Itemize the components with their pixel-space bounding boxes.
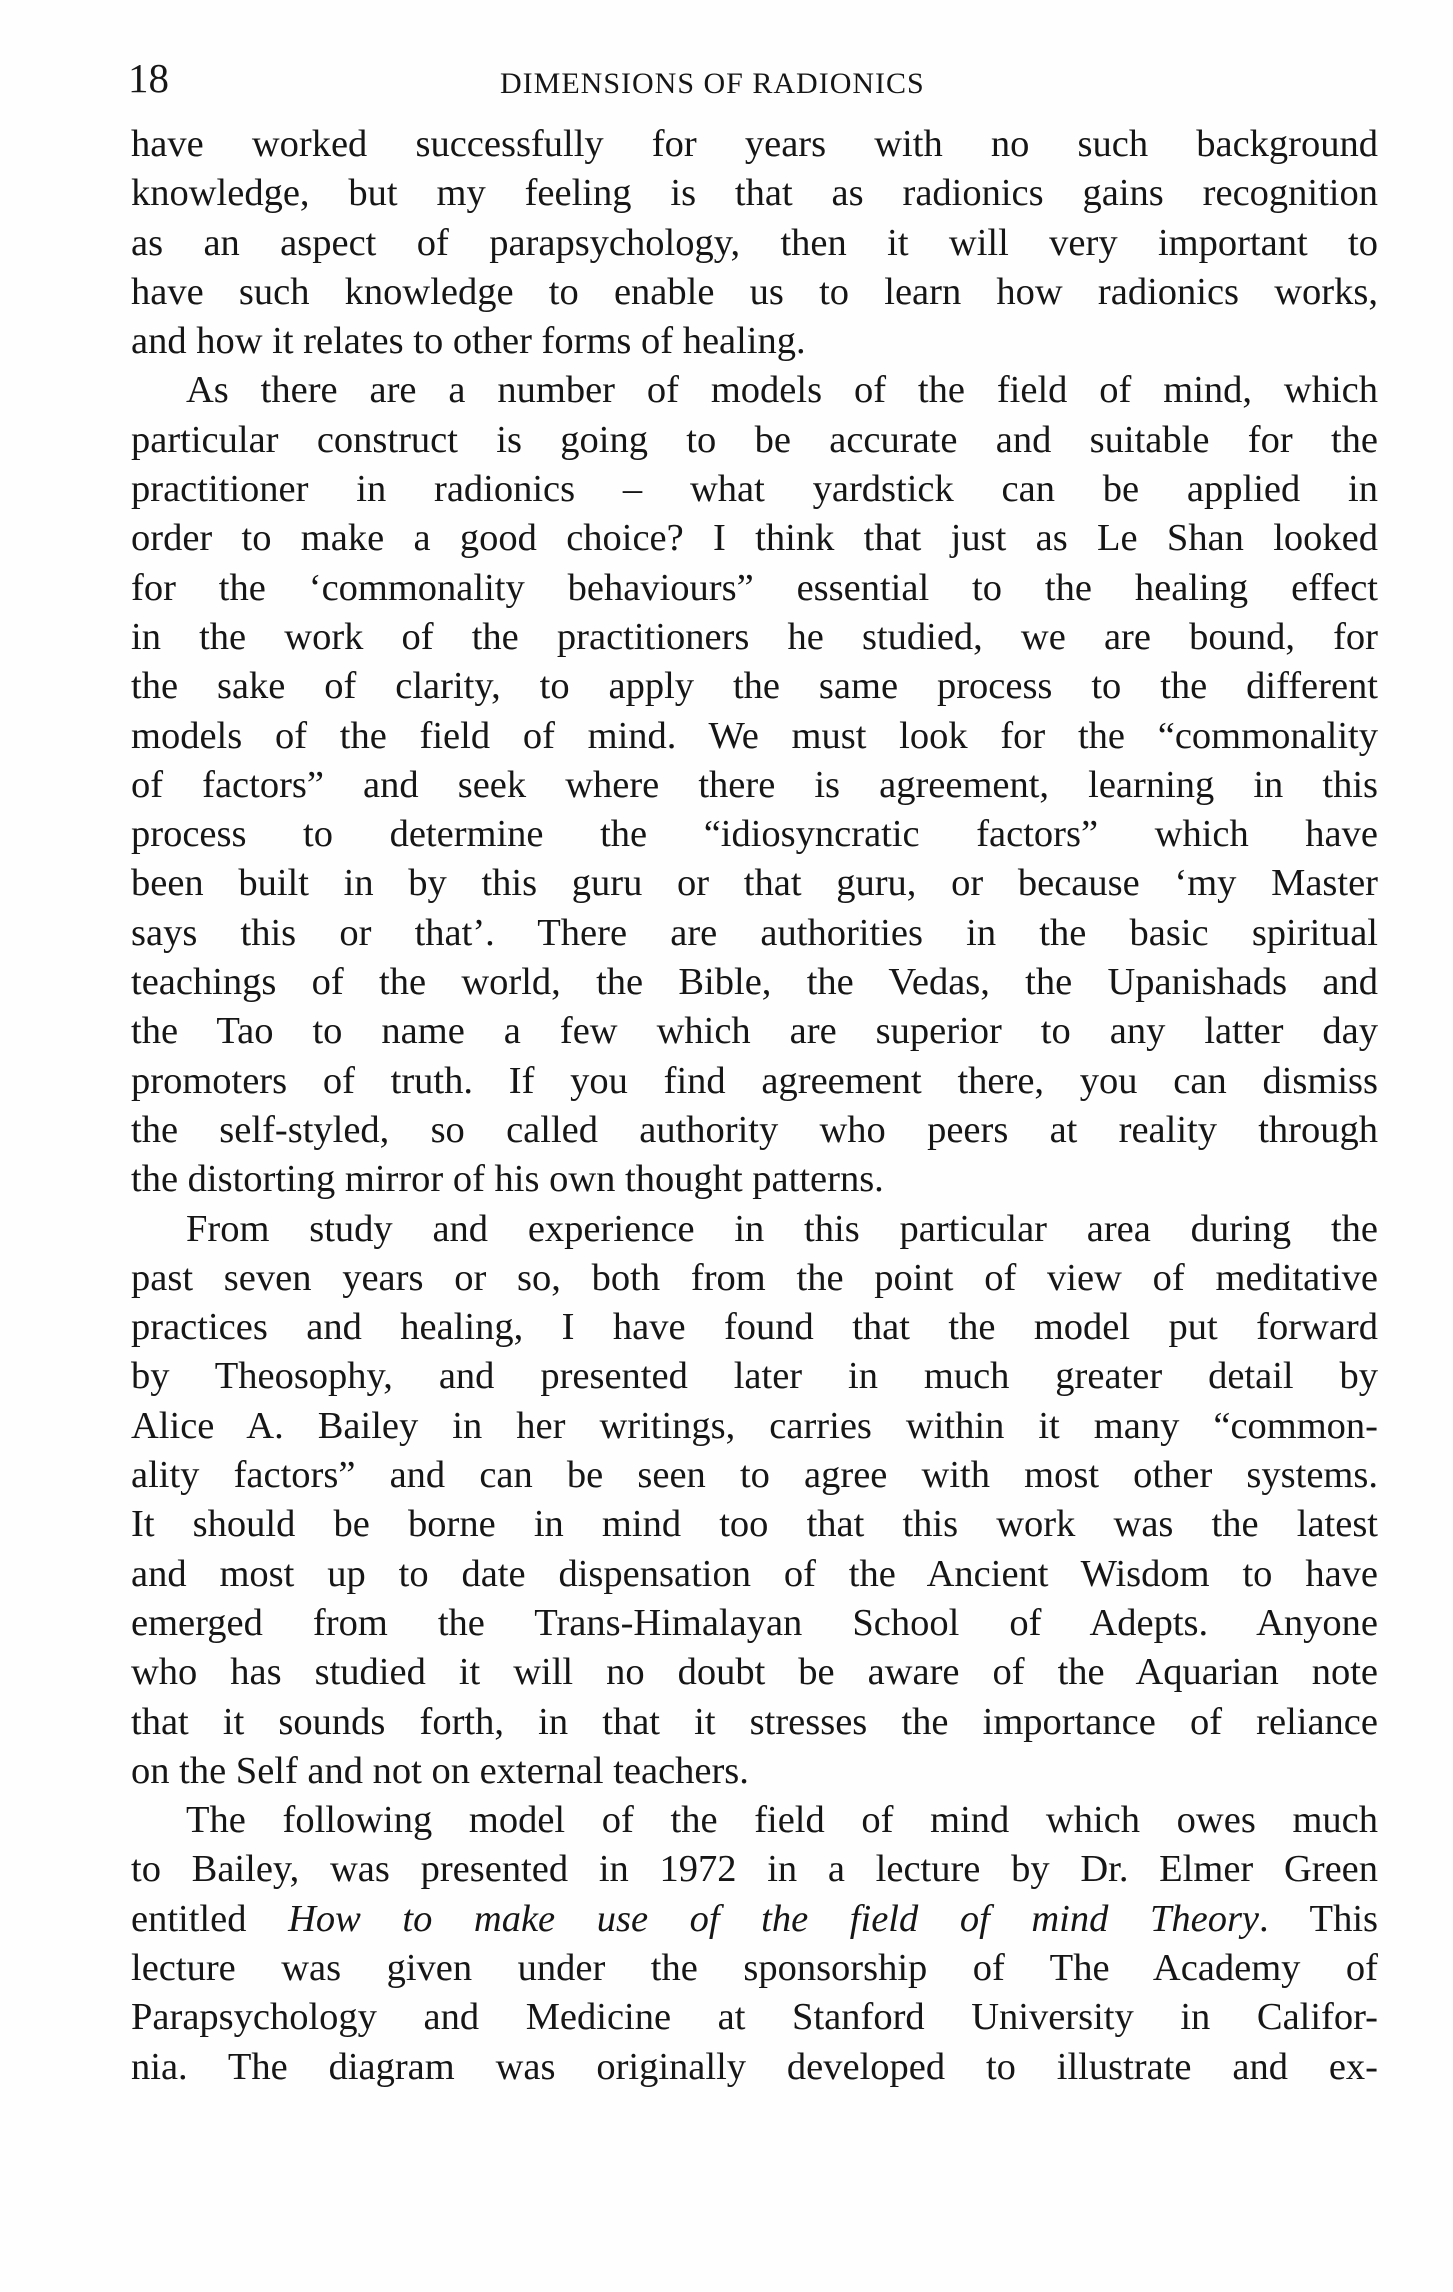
text-line: knowledge, but my feeling is that as radionics gains recognition	[131, 172, 1378, 215]
running-title: DIMENSIONS OF RADIONICS	[500, 67, 925, 100]
body-text	[131, 120, 1378, 2092]
text-line: the sake of clarity, to apply the same process to the different	[131, 665, 1378, 708]
text-line: and how it relates to other forms of healing.	[131, 320, 806, 363]
text-line: order to make a good choice? I think that just as Le Shan looked	[131, 517, 1378, 560]
line-suffix: . This	[1259, 1897, 1378, 1940]
text-line	[131, 1895, 1378, 1944]
text-line: have worked successfully for years with no such background	[131, 123, 1378, 165]
text-line: Parapsychology and Medicine at Stanford University in Califor-	[131, 1996, 1378, 2039]
text-line: As there are a number of models of the field of mind, which	[186, 369, 1378, 412]
text-line: to Bailey, was presented in 1972 in a lecture by Dr. Elmer Green	[131, 1848, 1378, 1891]
page-header	[128, 48, 1378, 108]
paragraph	[131, 1796, 1378, 2092]
text-line: and most up to date dispensation of the Ancient Wisdom to have	[131, 1552, 1378, 1595]
text-line: practices and healing, I have found that the model put forward	[131, 1306, 1378, 1349]
text-line: emerged from the Trans-Himalayan School of Adepts. Anyone	[131, 1601, 1378, 1644]
paragraph	[131, 1205, 1378, 1797]
text-line: particular construct is going to be accurate and suitable for the	[131, 418, 1378, 461]
text-line: From study and experience in this particular area during the	[186, 1207, 1378, 1250]
text-line: by Theosophy, and presented later in much greater detail by	[131, 1355, 1378, 1398]
text-line: says this or that’. There are authorities in the basic spiritual	[131, 911, 1378, 954]
text-line: for the ‘commonality behaviours” essential to the healing effect	[131, 566, 1378, 609]
text-line: the Tao to name a few which are superior to any latter day	[131, 1010, 1378, 1053]
text-line: The following model of the field of mind which owes much	[186, 1799, 1378, 1842]
page-number: 18	[128, 55, 169, 101]
paragraph	[131, 120, 1378, 366]
text-line: have such knowledge to enable us to learn how radionics works,	[131, 270, 1378, 313]
text-line: as an aspect of parapsychology, then it will very important to	[131, 221, 1378, 264]
text-line: on the Self and not on external teachers.	[131, 1749, 749, 1792]
text-line: Alice A. Bailey in her writings, carries within it many “common-	[131, 1404, 1378, 1447]
text-line: who has studied it will no doubt be aware of the Aquarian note	[131, 1651, 1378, 1694]
line-prefix: entitled	[131, 1897, 289, 1940]
text-line: teachings of the world, the Bible, the Vedas, the Upanishads and	[131, 961, 1378, 1004]
text-line: the self-styled, so called authority who peers at reality through	[131, 1108, 1378, 1151]
lecture-title: How to make use of the field of mind Theory	[288, 1897, 1260, 1940]
text-line: process to determine the “idiosyncratic factors” which have	[131, 813, 1378, 856]
text-line: been built in by this guru or that guru, or because ‘my Master	[131, 862, 1378, 905]
text-line: the distorting mirror of his own thought patterns.	[131, 1158, 884, 1201]
text-line: lecture was given under the sponsorship of The Academy of	[131, 1946, 1378, 1989]
text-line: practitioner in radionics – what yardstick can be applied in	[131, 468, 1378, 511]
text-line: nia. The diagram was originally developed to illustrate and ex-	[131, 2045, 1378, 2088]
text-line: It should be borne in mind too that this work was the latest	[131, 1503, 1378, 1546]
text-line: promoters of truth. If you find agreement there, you can dismiss	[131, 1059, 1378, 1102]
text-line: in the work of the practitioners he studied, we are bound, for	[131, 615, 1378, 658]
paragraph	[131, 366, 1378, 1204]
text-line: that it sounds forth, in that it stresses the importance of reliance	[131, 1700, 1378, 1743]
text-line: ality factors” and can be seen to agree with most other systems.	[131, 1454, 1378, 1497]
text-line: models of the field of mind. We must look for the “commonality	[131, 714, 1378, 757]
text-line: of factors” and seek where there is agreement, learning in this	[131, 763, 1378, 806]
text-line: past seven years or so, both from the point of view of meditative	[131, 1256, 1378, 1299]
